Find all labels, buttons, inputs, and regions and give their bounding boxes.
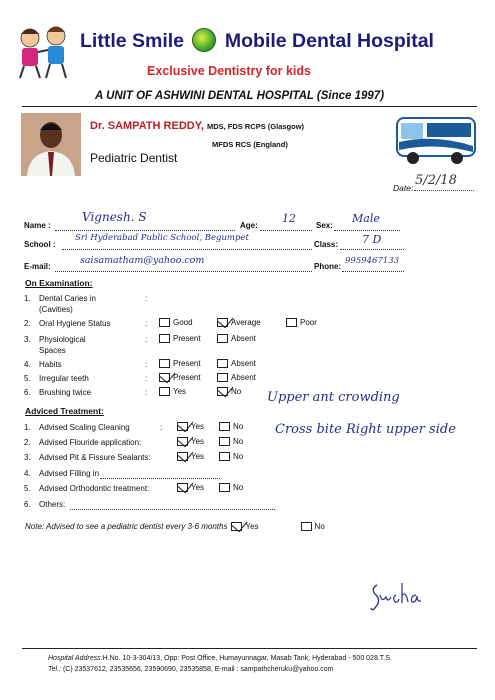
option-fluoride-yes[interactable]: Yes xyxy=(177,437,204,446)
exam-item-physiological-sub: Spaces xyxy=(39,346,66,355)
checkbox-brushing-no-checked xyxy=(217,387,228,396)
class-label: Class: xyxy=(314,240,339,249)
footer-divider xyxy=(22,648,477,649)
kids-logo xyxy=(10,22,80,80)
exam-item-irregular-teeth: 5. Irregular teeth xyxy=(24,374,89,383)
checkbox-recall-no[interactable] xyxy=(301,522,312,531)
treatment-item-others: 6. Others: xyxy=(24,500,66,509)
checkbox-good xyxy=(159,318,170,327)
hospital-tagline: Exclusive Dentistry for kids xyxy=(147,64,311,78)
hospital-name xyxy=(80,28,434,53)
email-label: E-mail: xyxy=(24,262,51,271)
option-irregular-present[interactable]: Present xyxy=(159,373,201,382)
footer-address: Hospital Address:H.No. 10-3-304/13, Opp: Post Office, Humayunnagar, Masab Tank, Hyderabad - 500 028.T.S. xyxy=(48,655,392,662)
others-line xyxy=(70,509,275,510)
email-value: saisamatham@yahoo.com xyxy=(80,255,205,266)
sex-line xyxy=(334,230,400,231)
email-line xyxy=(55,271,312,272)
exam-item-caries-sub: (Cavities) xyxy=(39,305,73,314)
age-value: 12 xyxy=(282,212,296,225)
name-line xyxy=(55,230,235,231)
option-physio-absent[interactable]: Absent xyxy=(217,334,256,343)
treatment-item-orthodontic: 5. Advised Orthodontic treatment: xyxy=(24,484,150,493)
treatment-item-sealants: 3. Advised Pit & Fissure Sealants: xyxy=(24,453,151,462)
option-scaling-yes[interactable]: Yes xyxy=(177,422,204,431)
date-underline xyxy=(414,190,474,191)
doctor-qualifications: MDS, FDS RCPS (Glasgow) xyxy=(206,122,305,131)
phone-value: 9959467133 xyxy=(345,256,400,266)
exam-item-brushing: 6. Brushing twice xyxy=(24,388,92,397)
phone-line xyxy=(342,271,404,272)
date-value: 5/2/18 xyxy=(415,173,457,188)
option-sealants-no[interactable]: No xyxy=(219,452,243,461)
footer-contact: Tel.: (C) 23537612, 23535656, 23590690, 23535858, E-mail : sampathcheruku@yahoo.com xyxy=(48,666,334,673)
hospital-name-left: Little Smile xyxy=(80,30,185,52)
option-fluoride-no[interactable]: No xyxy=(219,437,243,446)
recall-note-text: Note: Advised to see a pediatric dentist every 3-6 months xyxy=(25,522,228,531)
sex-value: Male xyxy=(352,212,380,225)
checkbox-recall-yes-checked[interactable] xyxy=(231,522,242,531)
globe-logo-icon xyxy=(192,28,216,52)
checkbox-poor xyxy=(286,318,297,327)
doctor-name-text: Dr. SAMPATH REDDY, xyxy=(90,120,204,132)
examination-heading: On Examination: xyxy=(25,278,93,288)
checkbox-average-checked xyxy=(217,318,228,327)
option-irregular-absent[interactable]: Absent xyxy=(217,373,256,382)
handwritten-note-crowding: Upper ant crowding xyxy=(267,390,400,405)
option-poor[interactable]: Poor xyxy=(286,318,317,327)
class-line xyxy=(340,249,404,250)
treatment-item-filling: 4. Advised Filling in xyxy=(24,469,100,478)
treatment-item-fluoride: 2. Advised Flouride application: xyxy=(24,438,142,447)
date-label: Date: xyxy=(393,183,414,193)
option-good[interactable]: Good xyxy=(159,318,193,327)
exam-item-caries: 1. Dental Caries in xyxy=(24,294,96,303)
option-habits-present[interactable]: Present xyxy=(159,359,201,368)
hospital-name-right: Mobile Dental Hospital xyxy=(224,30,434,52)
unit-line: A UNIT OF ASHWINI DENTAL HOSPITAL (Since 1997) xyxy=(95,90,385,102)
doctor-name xyxy=(90,120,304,132)
option-orthodontic-yes[interactable]: Yes xyxy=(177,483,204,492)
option-orthodontic-no[interactable]: No xyxy=(219,483,243,492)
exam-item-habits: 4. Habits xyxy=(24,360,62,369)
exam-item-oral-hygiene: 2. Oral Hygiene Status xyxy=(24,319,111,328)
option-physio-present[interactable]: Present xyxy=(159,334,201,343)
treatment-heading: Adviced Treatment: xyxy=(25,406,104,416)
school-line xyxy=(62,249,312,250)
treatment-item-scaling: 1. Advised Scaling Cleaning xyxy=(24,423,130,432)
name-label: Name : xyxy=(24,221,51,230)
handwritten-note-crossbite: Cross bite Right upper side xyxy=(275,422,456,437)
school-value: Sri Hyderabad Public School, Begumpet xyxy=(75,233,249,243)
prescription-page: Little Smile Mobile Dental Hospital Exclusive Dentistry for kids A UNIT OF ASHWINI DENTAL HOSPITAL (Since 1997) Dr. SAMPATH REDDY, MDS, FDS RCPS (Glasgow) MFDS RCS (England) Pediatric Dentist Date: 5/2/18 Name : Vignesh. S Age: 12 Sex: Male School : Sri Hyderabad Public School, Begumpet Class: 7 D E-mail: saisamatham@yahoo.com Phone: 9959467133 On Examination: 1. Dental Caries in (Cavities) : 2. Oral Hygiene Status : Good Average Poor 3. Physiological Spaces : Present Absent 4. Habits : Present Absent 5. Irregular teeth : Present Absent 6. Brushing twice : Yes No Upper ant crowding Cross bite Right upper side Adviced Treatment: 1. Advised Scaling Cleaning : Yes No 2. Advised Flouride application: Yes No 3. Advised Pit & Fissure Sealants: Yes No 4. Advised Filling in 5. Advised Orthodontic treatment: Yes No 6. Others: Note: Advised to see a pediatric dentist every 3-6 months Yes No Hospital Address:H.No. 10-3-304/13, Opp: Post Office, Humayunnagar, Masab Tank, Hyderabad - 500 028.T.S. Tel.: (C) 23537612, 23535656, 23590690, 23535858, E-mail : sampathcheruku@yahoo.com xyxy=(0,0,495,700)
recall-note: Note: Advised to see a pediatric dentist every 3-6 months Yes No xyxy=(25,522,325,531)
school-label: School : xyxy=(24,240,56,249)
name-value: Vignesh. S xyxy=(82,210,147,224)
option-brushing-no[interactable]: No xyxy=(217,387,241,396)
sex-label: Sex: xyxy=(316,221,333,230)
phone-label: Phone: xyxy=(314,262,342,271)
option-habits-absent[interactable]: Absent xyxy=(217,359,256,368)
option-sealants-yes[interactable]: Yes xyxy=(177,452,204,461)
checkbox-irregular-present-checked xyxy=(159,373,170,382)
mobile-clinic-bus-icon xyxy=(395,112,477,167)
exam-item-physiological: 3. Physiological xyxy=(24,335,86,344)
option-brushing-yes[interactable]: Yes xyxy=(159,387,186,396)
option-average[interactable]: Average xyxy=(217,318,261,327)
age-label: Age: xyxy=(240,221,258,230)
doctor-qualifications-2: MFDS RCS (England) xyxy=(212,140,288,149)
filling-line xyxy=(100,478,220,479)
doctor-signature xyxy=(368,575,423,615)
age-line xyxy=(260,230,312,231)
option-scaling-no[interactable]: No xyxy=(219,422,243,431)
doctor-specialty: Pediatric Dentist xyxy=(90,151,178,165)
doctor-photo xyxy=(21,113,81,176)
header-divider xyxy=(22,106,477,107)
class-value: 7 D xyxy=(362,233,382,246)
